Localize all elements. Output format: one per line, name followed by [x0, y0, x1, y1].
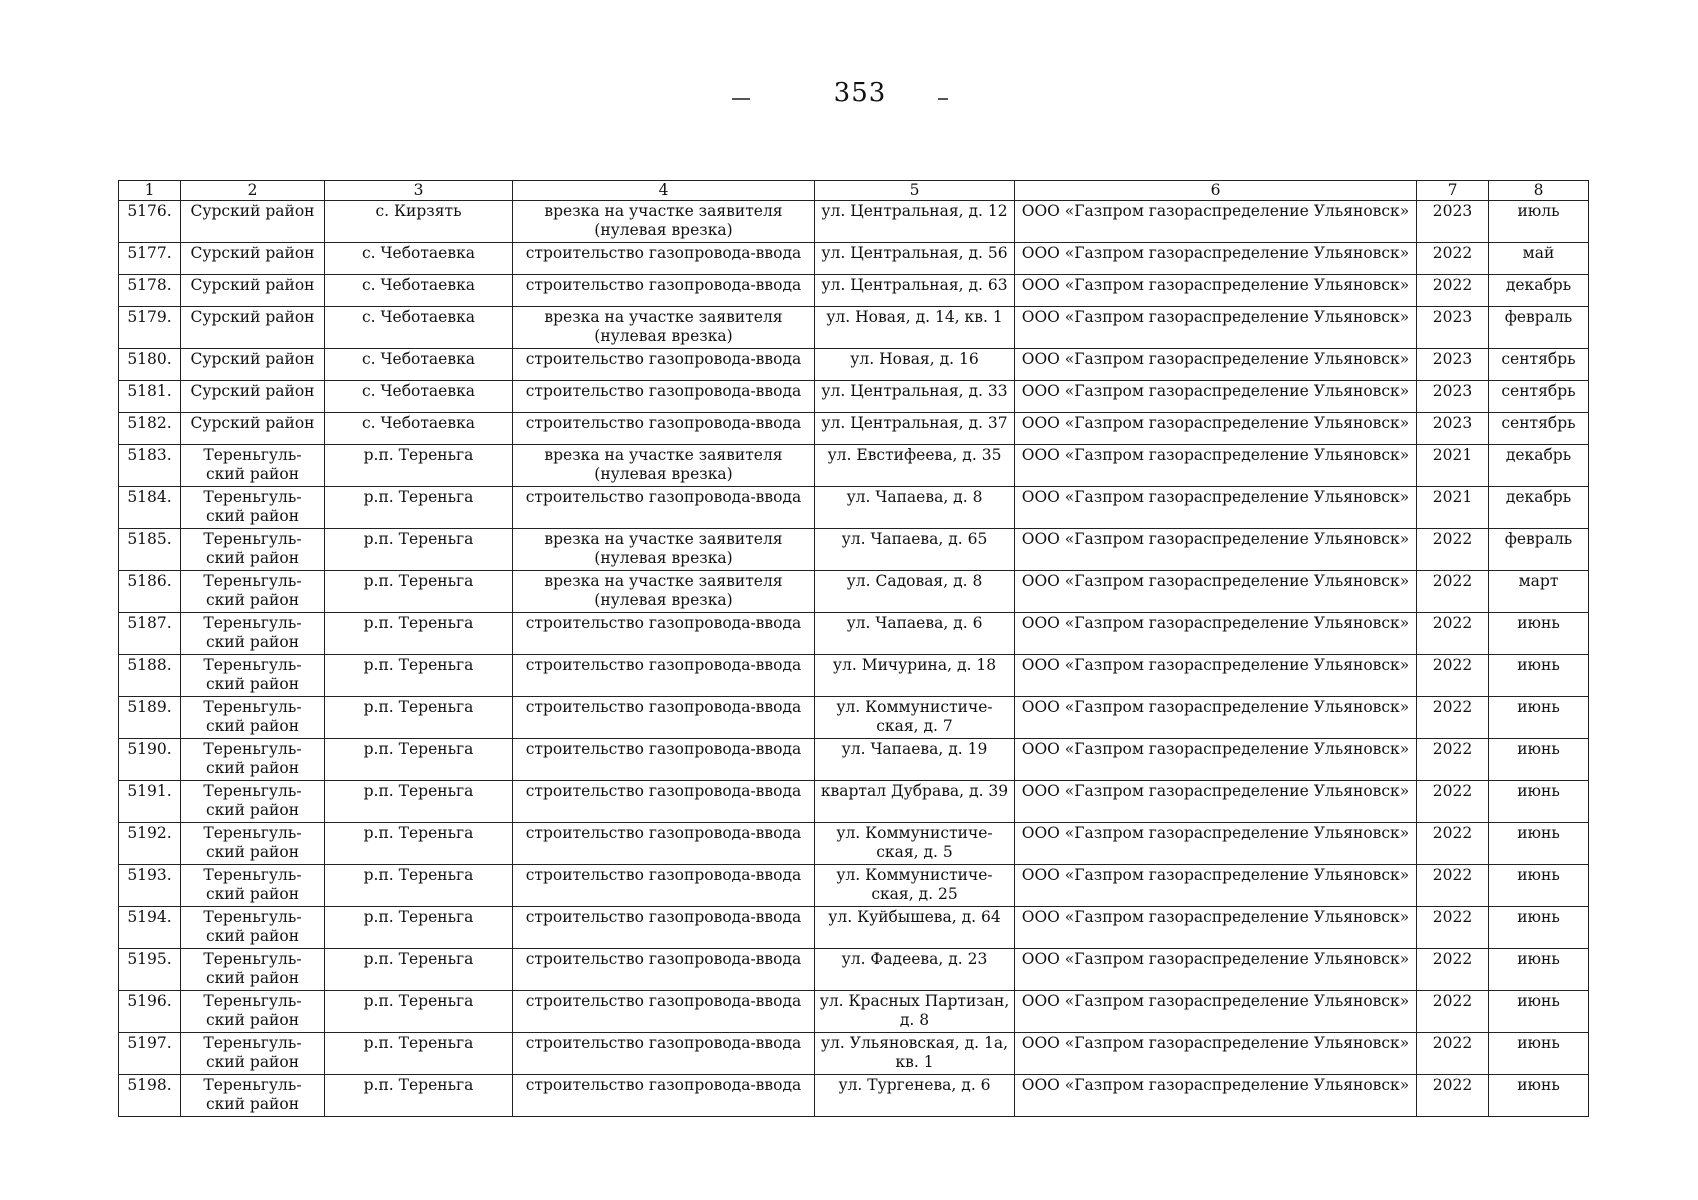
settlement-cell: с. Чеботаевка: [325, 381, 513, 413]
column-header: 3: [325, 181, 513, 201]
month-cell: февраль: [1489, 529, 1589, 571]
settlement-cell: р.п. Тереньга: [325, 991, 513, 1033]
month-cell: сентябрь: [1489, 413, 1589, 445]
settlement-cell: р.п. Тереньга: [325, 529, 513, 571]
year-cell: 2022: [1417, 529, 1489, 571]
row-number: 5178.: [119, 275, 181, 307]
row-number: 5194.: [119, 907, 181, 949]
month-cell: июнь: [1489, 991, 1589, 1033]
table-row: [119, 697, 1589, 739]
column-header: 6: [1015, 181, 1417, 201]
work-type-cell: врезка на участке заявителя (нулевая врезка): [513, 529, 815, 571]
settlement-cell: с. Чеботаевка: [325, 307, 513, 349]
district-cell: Сурский район: [181, 349, 325, 381]
settlement-cell: с. Чеботаевка: [325, 275, 513, 307]
district-cell: Сурский район: [181, 201, 325, 243]
organization-cell: ООО «Газпром газораспределение Ульяновск»: [1015, 949, 1417, 991]
month-cell: декабрь: [1489, 487, 1589, 529]
year-cell: 2023: [1417, 201, 1489, 243]
address-cell: ул. Чапаева, д. 65: [815, 529, 1015, 571]
header-row: [119, 181, 1589, 201]
work-type-cell: строительство газопровода-ввода: [513, 865, 815, 907]
table-row: [119, 307, 1589, 349]
table-row: [119, 655, 1589, 697]
row-number: 5193.: [119, 865, 181, 907]
settlement-cell: р.п. Тереньга: [325, 487, 513, 529]
address-cell: ул. Чапаева, д. 19: [815, 739, 1015, 781]
year-cell: 2022: [1417, 655, 1489, 697]
work-type-cell: строительство газопровода-ввода: [513, 613, 815, 655]
address-cell: ул. Евстифеева, д. 35: [815, 445, 1015, 487]
settlement-cell: с. Чеботаевка: [325, 413, 513, 445]
organization-cell: ООО «Газпром газораспределение Ульяновск»: [1015, 697, 1417, 739]
organization-cell: ООО «Газпром газораспределение Ульяновск»: [1015, 487, 1417, 529]
year-cell: 2022: [1417, 697, 1489, 739]
row-number: 5186.: [119, 571, 181, 613]
year-cell: 2022: [1417, 243, 1489, 275]
settlement-cell: р.п. Тереньга: [325, 1075, 513, 1117]
work-type-cell: врезка на участке заявителя (нулевая врезка): [513, 201, 815, 243]
work-type-cell: строительство газопровода-ввода: [513, 1075, 815, 1117]
table-row: [119, 613, 1589, 655]
month-cell: декабрь: [1489, 445, 1589, 487]
table-row: [119, 529, 1589, 571]
work-type-cell: строительство газопровода-ввода: [513, 781, 815, 823]
district-cell: Тереньгуль-ский район: [181, 781, 325, 823]
month-cell: июль: [1489, 201, 1589, 243]
table-row: [119, 949, 1589, 991]
address-cell: ул. Центральная, д. 12: [815, 201, 1015, 243]
row-number: 5190.: [119, 739, 181, 781]
table-row: [119, 201, 1589, 243]
address-cell: ул. Центральная, д. 37: [815, 413, 1015, 445]
year-cell: 2023: [1417, 381, 1489, 413]
organization-cell: ООО «Газпром газораспределение Ульяновск»: [1015, 991, 1417, 1033]
year-cell: 2023: [1417, 307, 1489, 349]
organization-cell: ООО «Газпром газораспределение Ульяновск»: [1015, 1033, 1417, 1075]
work-type-cell: строительство газопровода-ввода: [513, 413, 815, 445]
table-row: [119, 991, 1589, 1033]
month-cell: июнь: [1489, 613, 1589, 655]
address-cell: ул. Мичурина, д. 18: [815, 655, 1015, 697]
district-cell: Тереньгуль-ский район: [181, 445, 325, 487]
organization-cell: ООО «Газпром газораспределение Ульяновск»: [1015, 739, 1417, 781]
address-cell: ул. Куйбышева, д. 64: [815, 907, 1015, 949]
work-type-cell: строительство газопровода-ввода: [513, 349, 815, 381]
work-type-cell: врезка на участке заявителя (нулевая врезка): [513, 445, 815, 487]
organization-cell: ООО «Газпром газораспределение Ульяновск»: [1015, 349, 1417, 381]
organization-cell: ООО «Газпром газораспределение Ульяновск»: [1015, 275, 1417, 307]
year-cell: 2022: [1417, 991, 1489, 1033]
address-cell: ул. Чапаева, д. 6: [815, 613, 1015, 655]
table-row: [119, 823, 1589, 865]
district-cell: Тереньгуль-ский район: [181, 949, 325, 991]
settlement-cell: с. Чеботаевка: [325, 349, 513, 381]
work-type-cell: врезка на участке заявителя (нулевая врезка): [513, 307, 815, 349]
row-number: 5198.: [119, 1075, 181, 1117]
organization-cell: ООО «Газпром газораспределение Ульяновск»: [1015, 907, 1417, 949]
district-cell: Тереньгуль-ский район: [181, 571, 325, 613]
settlement-cell: с. Кирзять: [325, 201, 513, 243]
work-type-cell: строительство газопровода-ввода: [513, 487, 815, 529]
table-row: [119, 445, 1589, 487]
organization-cell: ООО «Газпром газораспределение Ульяновск»: [1015, 445, 1417, 487]
row-number: 5189.: [119, 697, 181, 739]
settlement-cell: р.п. Тереньга: [325, 445, 513, 487]
month-cell: июнь: [1489, 907, 1589, 949]
year-cell: 2022: [1417, 1075, 1489, 1117]
district-cell: Сурский район: [181, 307, 325, 349]
month-cell: февраль: [1489, 307, 1589, 349]
organization-cell: ООО «Газпром газораспределение Ульяновск»: [1015, 613, 1417, 655]
work-type-cell: строительство газопровода-ввода: [513, 275, 815, 307]
work-type-cell: строительство газопровода-ввода: [513, 991, 815, 1033]
row-number: 5188.: [119, 655, 181, 697]
work-type-cell: строительство газопровода-ввода: [513, 949, 815, 991]
table-row: [119, 381, 1589, 413]
settlement-cell: р.п. Тереньга: [325, 823, 513, 865]
month-cell: май: [1489, 243, 1589, 275]
year-cell: 2022: [1417, 949, 1489, 991]
table-row: [119, 739, 1589, 781]
work-type-cell: строительство газопровода-ввода: [513, 739, 815, 781]
district-cell: Тереньгуль-ский район: [181, 655, 325, 697]
month-cell: июнь: [1489, 697, 1589, 739]
work-type-cell: строительство газопровода-ввода: [513, 823, 815, 865]
month-cell: март: [1489, 571, 1589, 613]
address-cell: ул. Чапаева, д. 8: [815, 487, 1015, 529]
district-cell: Тереньгуль-ский район: [181, 991, 325, 1033]
table-row: [119, 865, 1589, 907]
row-number: 5195.: [119, 949, 181, 991]
settlement-cell: р.п. Тереньга: [325, 907, 513, 949]
settlement-cell: р.п. Тереньга: [325, 571, 513, 613]
table-row: [119, 1075, 1589, 1117]
work-type-cell: строительство газопровода-ввода: [513, 243, 815, 275]
district-cell: Тереньгуль-ский район: [181, 529, 325, 571]
district-cell: Тереньгуль-ский район: [181, 1075, 325, 1117]
organization-cell: ООО «Газпром газораспределение Ульяновск»: [1015, 865, 1417, 907]
month-cell: июнь: [1489, 949, 1589, 991]
month-cell: декабрь: [1489, 275, 1589, 307]
settlement-cell: р.п. Тереньга: [325, 1033, 513, 1075]
row-number: 5196.: [119, 991, 181, 1033]
address-cell: ул. Фадеева, д. 23: [815, 949, 1015, 991]
address-cell: ул. Центральная, д. 56: [815, 243, 1015, 275]
row-number: 5197.: [119, 1033, 181, 1075]
settlement-cell: р.п. Тереньга: [325, 781, 513, 823]
table-row: [119, 275, 1589, 307]
page-number: 353: [833, 78, 887, 108]
month-cell: сентябрь: [1489, 349, 1589, 381]
address-cell: ул. Садовая, д. 8: [815, 571, 1015, 613]
organization-cell: ООО «Газпром газораспределение Ульяновск»: [1015, 823, 1417, 865]
table-row: [119, 487, 1589, 529]
organization-cell: ООО «Газпром газораспределение Ульяновск»: [1015, 571, 1417, 613]
month-cell: июнь: [1489, 1075, 1589, 1117]
month-cell: июнь: [1489, 781, 1589, 823]
settlement-cell: с. Чеботаевка: [325, 243, 513, 275]
row-number: 5177.: [119, 243, 181, 275]
address-cell: ул. Коммунистиче-ская, д. 25: [815, 865, 1015, 907]
settlement-cell: р.п. Тереньга: [325, 613, 513, 655]
year-cell: 2022: [1417, 823, 1489, 865]
district-cell: Тереньгуль-ский район: [181, 487, 325, 529]
row-number: 5191.: [119, 781, 181, 823]
month-cell: июнь: [1489, 655, 1589, 697]
row-number: 5180.: [119, 349, 181, 381]
organization-cell: ООО «Газпром газораспределение Ульяновск»: [1015, 243, 1417, 275]
address-cell: ул. Красных Партизан, д. 8: [815, 991, 1015, 1033]
organization-cell: ООО «Газпром газораспределение Ульяновск»: [1015, 655, 1417, 697]
scan-mark: [732, 98, 750, 100]
year-cell: 2022: [1417, 613, 1489, 655]
table-row: [119, 907, 1589, 949]
row-number: 5192.: [119, 823, 181, 865]
year-cell: 2022: [1417, 739, 1489, 781]
work-type-cell: строительство газопровода-ввода: [513, 697, 815, 739]
table-row: [119, 349, 1589, 381]
month-cell: июнь: [1489, 1033, 1589, 1075]
year-cell: 2021: [1417, 487, 1489, 529]
year-cell: 2022: [1417, 571, 1489, 613]
scan-mark: [938, 98, 948, 100]
column-header: 5: [815, 181, 1015, 201]
settlement-cell: р.п. Тереньга: [325, 697, 513, 739]
column-header: 1: [119, 181, 181, 201]
table-row: [119, 1033, 1589, 1075]
row-number: 5187.: [119, 613, 181, 655]
organization-cell: ООО «Газпром газораспределение Ульяновск»: [1015, 201, 1417, 243]
row-number: 5181.: [119, 381, 181, 413]
district-cell: Тереньгуль-ский район: [181, 613, 325, 655]
organization-cell: ООО «Газпром газораспределение Ульяновск»: [1015, 307, 1417, 349]
settlement-cell: р.п. Тереньга: [325, 865, 513, 907]
organization-cell: ООО «Газпром газораспределение Ульяновск»: [1015, 529, 1417, 571]
row-number: 5176.: [119, 201, 181, 243]
organization-cell: ООО «Газпром газораспределение Ульяновск»: [1015, 1075, 1417, 1117]
settlement-cell: р.п. Тереньга: [325, 949, 513, 991]
district-cell: Тереньгуль-ский район: [181, 1033, 325, 1075]
work-type-cell: строительство газопровода-ввода: [513, 655, 815, 697]
year-cell: 2021: [1417, 445, 1489, 487]
month-cell: июнь: [1489, 739, 1589, 781]
year-cell: 2022: [1417, 275, 1489, 307]
district-cell: Сурский район: [181, 275, 325, 307]
work-type-cell: строительство газопровода-ввода: [513, 1033, 815, 1075]
column-header: 8: [1489, 181, 1589, 201]
work-type-cell: строительство газопровода-ввода: [513, 381, 815, 413]
district-cell: Тереньгуль-ский район: [181, 907, 325, 949]
settlement-cell: р.п. Тереньга: [325, 655, 513, 697]
year-cell: 2022: [1417, 907, 1489, 949]
organization-cell: ООО «Газпром газораспределение Ульяновск»: [1015, 413, 1417, 445]
year-cell: 2022: [1417, 1033, 1489, 1075]
column-header: 4: [513, 181, 815, 201]
district-cell: Сурский район: [181, 243, 325, 275]
year-cell: 2023: [1417, 413, 1489, 445]
year-cell: 2022: [1417, 781, 1489, 823]
month-cell: июнь: [1489, 865, 1589, 907]
address-cell: ул. Коммунистиче-ская, д. 5: [815, 823, 1015, 865]
address-cell: ул. Коммунистиче-ская, д. 7: [815, 697, 1015, 739]
district-cell: Тереньгуль-ский район: [181, 739, 325, 781]
row-number: 5183.: [119, 445, 181, 487]
table-body: [119, 201, 1589, 1117]
work-type-cell: врезка на участке заявителя (нулевая врезка): [513, 571, 815, 613]
column-header: 7: [1417, 181, 1489, 201]
district-cell: Тереньгуль-ский район: [181, 865, 325, 907]
table-row: [119, 781, 1589, 823]
address-cell: ул. Новая, д. 14, кв. 1: [815, 307, 1015, 349]
settlement-cell: р.п. Тереньга: [325, 739, 513, 781]
district-cell: Сурский район: [181, 413, 325, 445]
table-row: [119, 571, 1589, 613]
table-row: [119, 413, 1589, 445]
registry-table: [118, 180, 1589, 1117]
table-row: [119, 243, 1589, 275]
month-cell: июнь: [1489, 823, 1589, 865]
row-number: 5182.: [119, 413, 181, 445]
year-cell: 2023: [1417, 349, 1489, 381]
address-cell: ул. Центральная, д. 63: [815, 275, 1015, 307]
work-type-cell: строительство газопровода-ввода: [513, 907, 815, 949]
column-header: 2: [181, 181, 325, 201]
organization-cell: ООО «Газпром газораспределение Ульяновск»: [1015, 381, 1417, 413]
address-cell: ул. Тургенева, д. 6: [815, 1075, 1015, 1117]
row-number: 5185.: [119, 529, 181, 571]
row-number: 5184.: [119, 487, 181, 529]
address-cell: ул. Ульяновская, д. 1а, кв. 1: [815, 1033, 1015, 1075]
district-cell: Сурский район: [181, 381, 325, 413]
address-cell: ул. Новая, д. 16: [815, 349, 1015, 381]
district-cell: Тереньгуль-ский район: [181, 697, 325, 739]
address-cell: ул. Центральная, д. 33: [815, 381, 1015, 413]
organization-cell: ООО «Газпром газораспределение Ульяновск»: [1015, 781, 1417, 823]
month-cell: сентябрь: [1489, 381, 1589, 413]
address-cell: квартал Дубрава, д. 39: [815, 781, 1015, 823]
year-cell: 2022: [1417, 865, 1489, 907]
district-cell: Тереньгуль-ский район: [181, 823, 325, 865]
row-number: 5179.: [119, 307, 181, 349]
